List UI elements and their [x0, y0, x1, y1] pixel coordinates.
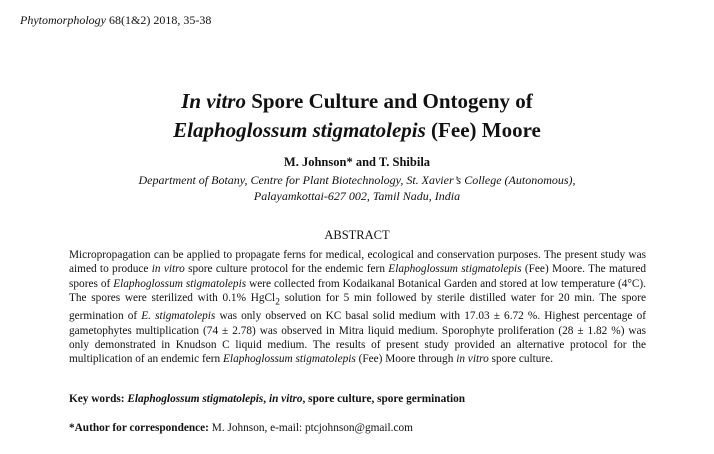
keyword-in-vitro: in vitro — [268, 393, 303, 405]
paper-title-line-1 — [0, 87, 714, 115]
abstract-italic: in vitro — [151, 263, 185, 276]
paper-title-line-2 — [0, 116, 714, 144]
affiliation-line-1: Department of Botany, Centre for Plant Biotechnology, St. Xavier’s College (Autonomous), — [138, 173, 576, 187]
journal-volume-pages: 68(1&2) 2018, 35-38 — [106, 13, 212, 27]
title-species: Elaphoglossum stigmatolepis — [173, 118, 426, 142]
title-line2-text: (Fee) Moore — [425, 118, 541, 142]
abstract-text: (Fee) Moore. The matured spores of — [69, 263, 646, 290]
authors: M. Johnson* and T. Shibila — [283, 155, 431, 169]
abstract-text: (Fee) Moore through — [355, 353, 457, 366]
abstract-text: solution for 5 min followed by sterile distilled water for 20 min. The spore germination of — [69, 291, 646, 323]
keywords — [69, 392, 669, 407]
abstract-paragraph — [69, 248, 646, 367]
journal-name: Phytomorphology — [20, 13, 106, 27]
abstract-text: was only observed on KC basal solid medium with 17.03 ± 6.72 %. Highest percentage of gametophytes multiplication (74 ± 2.78) was observed in Mitra liquid medium. Sporophyte proliferation (28 ± 1.82 %) was only demonstrated in Knudson C liquid medium. The results of present study provided an alternative protocol for the multiplication of an endemic fern — [69, 310, 646, 366]
keyword-species: Elaphoglossum stigmatolepis — [127, 393, 264, 405]
abstract-italic: Elaphoglossum stigmatolepis — [223, 353, 356, 366]
correspondence-label: *Author for correspondence: — [69, 422, 209, 434]
title-in-vitro: In vitro — [181, 89, 246, 113]
affiliation-line-2: Palayamkottai-627 002, Tamil Nadu, India — [253, 189, 461, 203]
abstract-text: spore culture. — [488, 353, 554, 366]
correspondence — [69, 421, 669, 436]
keywords-label: Key words: — [69, 393, 128, 405]
correspondence-text: M. Johnson, e-mail: ptcjohnson@gmail.com — [208, 422, 413, 434]
abstract-italic: Elaphoglossum stigmatolepis — [113, 277, 247, 290]
keywords-rest: , spore culture, spore germination — [302, 393, 466, 405]
title-line1-text: Spore Culture and Ontogeny of — [245, 89, 533, 113]
abstract-italic: Elaphoglossum stigmatolepis — [388, 263, 522, 276]
journal-citation — [20, 12, 211, 28]
abstract-text: were collected from Kodaikanal Botanical Garden and stored at low temperature (4°C). The spores were sterilized with 0.1% HgCl — [69, 277, 646, 304]
abstract-italic: in vitro — [456, 353, 489, 366]
abstract-text: Micropropagation can be applied to propagate ferns for medical, ecological and conservation purposes. The present study was aimed to produce — [69, 249, 646, 276]
abstract-body — [69, 248, 646, 367]
abstract-heading: ABSTRACT — [324, 228, 390, 242]
keyword-separator: , — [263, 393, 269, 405]
abstract-italic: E. stigmatolepis — [141, 310, 216, 323]
abstract-subscript: 2 — [275, 297, 280, 308]
abstract-text: spore culture protocol for the endemic fern — [184, 263, 389, 276]
